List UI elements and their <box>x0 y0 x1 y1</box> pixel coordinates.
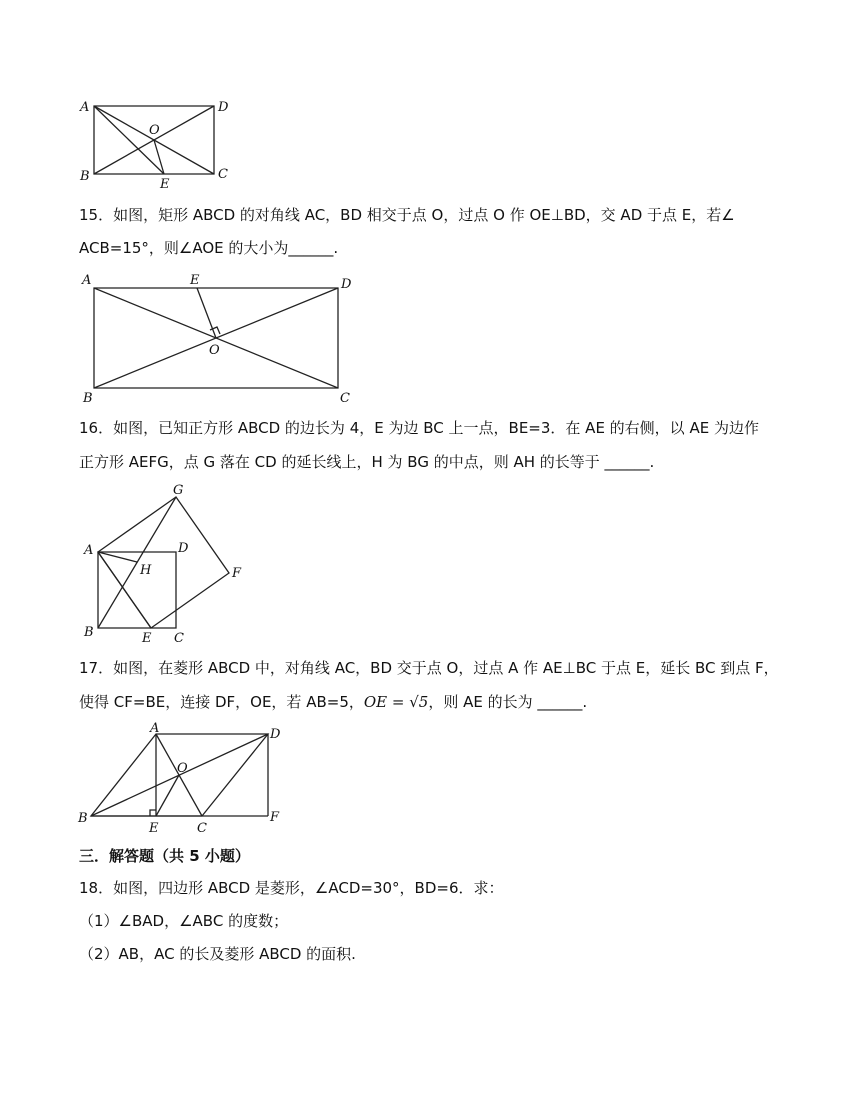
figure-q17 <box>76 720 296 838</box>
question-15-line-2: ACB=15°，则∠AOE 的大小为______. <box>79 239 339 257</box>
label-e: E <box>149 821 159 836</box>
question-16-line-1: 16．如图，已知正方形 ABCD 的边长为 4，E 为边 BC 上一点，BE=3．在 AE 的右侧，以 AE 为边作 <box>79 419 759 437</box>
question-18-part-1: （1）∠BAD，∠ABC 的度数； <box>79 912 289 930</box>
figure-q15 <box>76 270 366 406</box>
label-c: C <box>218 167 228 182</box>
label-d: D <box>341 277 352 292</box>
section-title: 三．解答题（共 5 小题） <box>79 847 250 865</box>
figure-q14 <box>76 96 236 196</box>
label-f: F <box>270 810 280 825</box>
question-15-line-1: 15．如图，矩形 ABCD 的对角线 AC，BD 相交于点 O，过点 O 作 OE⊥BD，交 AD 于点 E，若∠ <box>79 206 735 224</box>
right-angle-mark <box>210 327 220 334</box>
label-a: A <box>84 543 94 558</box>
label-o: O <box>149 123 160 138</box>
label-c: C <box>174 631 184 646</box>
label-b: B <box>78 811 88 826</box>
label-c: C <box>197 821 207 836</box>
label-a: A <box>82 273 92 288</box>
label-d: D <box>270 727 281 742</box>
math-oe-sqrt5: OE = √5 <box>363 693 429 711</box>
label-o: O <box>209 343 220 358</box>
label-c: C <box>340 391 350 406</box>
segment-oe <box>197 288 216 338</box>
square-aefg <box>98 497 229 628</box>
figure-q16 <box>76 480 256 648</box>
question-17-text-post: ，则 AE 的长为 ______. <box>428 693 588 711</box>
question-18-line-1: 18．如图，四边形 ABCD 是菱形，∠ACD=30°，BD=6．求： <box>79 879 504 897</box>
label-o: O <box>177 761 188 776</box>
label-f: F <box>232 566 242 581</box>
question-17-line-2 <box>79 692 587 712</box>
label-a: A <box>150 721 160 736</box>
question-17-text-pre: 使得 CF=BE，连接 DF，OE，若 AB=5， <box>79 693 364 711</box>
label-e: E <box>190 273 200 288</box>
label-e: E <box>142 631 152 646</box>
label-d: D <box>218 100 229 115</box>
label-b: B <box>80 169 90 184</box>
label-g: G <box>173 483 184 498</box>
question-18-part-2: （2）AB，AC 的长及菱形 ABCD 的面积. <box>79 945 356 963</box>
question-17-line-1: 17．如图，在菱形 ABCD 中，对角线 AC，BD 交于点 O，过点 A 作 AE⊥BC 于点 E，延长 BC 到点 F， <box>79 659 779 677</box>
label-a: A <box>80 100 90 115</box>
label-d: D <box>178 541 189 556</box>
question-16-line-2: 正方形 AEFG，点 G 落在 CD 的延长线上，H 为 BG 的中点，则 AH 的长等于 ______. <box>79 453 655 471</box>
label-b: B <box>83 391 93 406</box>
right-angle-mark <box>150 810 156 816</box>
label-e: E <box>160 177 170 192</box>
label-h: H <box>140 563 152 578</box>
label-b: B <box>84 625 94 640</box>
